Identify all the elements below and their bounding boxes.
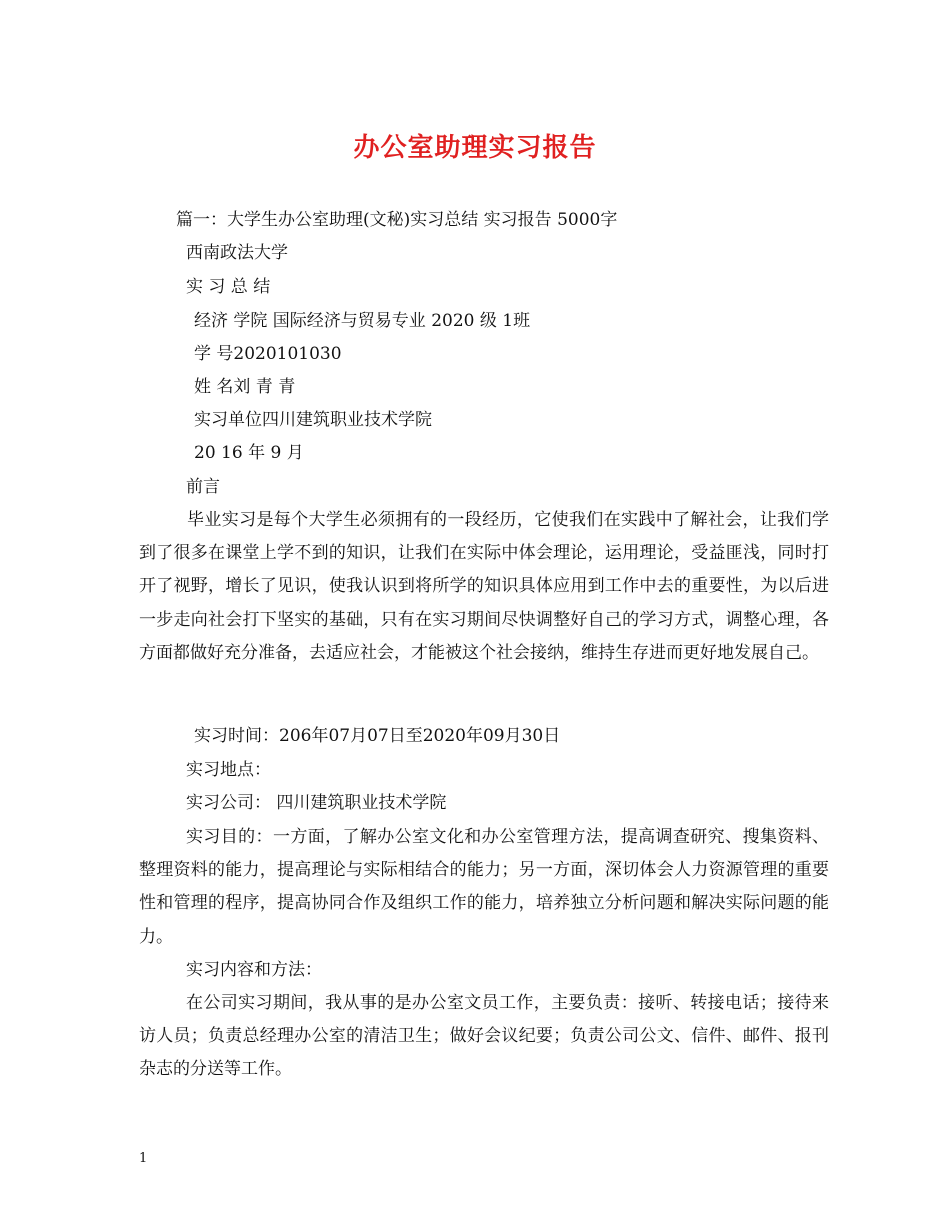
university-line: 西南政法大学 xyxy=(186,243,288,263)
place-line: 实习地点： xyxy=(186,760,271,780)
date-line: 20 16 年 9 月 xyxy=(194,443,304,463)
preface-paragraph: 毕业实习是每个大学生必须拥有的一段经历，它使我们在实践中了解社会，让我们学到了很多在课堂上学不到的知识，让我们在实际中体会理论，运用理论，受益匪浅，同时打开了视野，增长了见识，使我认识到将所学的知识具体应用到工作中去的重要性，为以后进一步走向社会打下坚实的基础，只有在实习期间尽快调整好自己的学习方式，调整心理，各方面都做好充分准备，去适应社会，才能被这个社会接纳，维持生存进而更好地发展自己。 xyxy=(139,510,829,663)
unit-line: 实习单位四川建筑职业技术学院 xyxy=(194,410,432,430)
content-heading: 实习内容和方法： xyxy=(186,960,322,980)
preface-heading: 前言 xyxy=(186,477,220,497)
content-paragraph: 在公司实习期间，我从事的是办公室文员工作，主要负责：接听、转接电话；接待来访人员；负责总经理办公室的清洁卫生；做好会议纪要；负责公司公文、信件、邮件、报刊杂志的分送等工作。 xyxy=(139,993,829,1080)
document-title: 办公室助理实习报告 xyxy=(353,133,597,163)
name-line: 姓 名刘 青 青 xyxy=(194,377,296,397)
department-line: 经济 学院 国际经济与贸易专业 2020 级 1班 xyxy=(194,311,531,331)
time-line: 实习时间：206年07月07日至2020年09月30日 xyxy=(194,726,561,746)
student-id-line: 学 号2020101030 xyxy=(194,344,342,364)
summary-heading: 实 习 总 结 xyxy=(186,277,271,297)
page-number: 1 xyxy=(139,1151,148,1166)
purpose-paragraph: 实习目的：一方面，了解办公室文化和办公室管理方法，提高调查研究、搜集资料、整理资料的能力，提高理论与实际相结合的能力；另一方面，深切体会人力资源管理的重要性和管理的程序，提高协同合作及组织工作的能力，培养独立分析问题和解决实际问题的能力。 xyxy=(139,827,829,947)
company-line: 实习公司： 四川建筑职业技术学院 xyxy=(186,793,447,813)
chapter-line: 篇一：大学生办公室助理(文秘)实习总结 实习报告 5000字 xyxy=(176,210,618,230)
